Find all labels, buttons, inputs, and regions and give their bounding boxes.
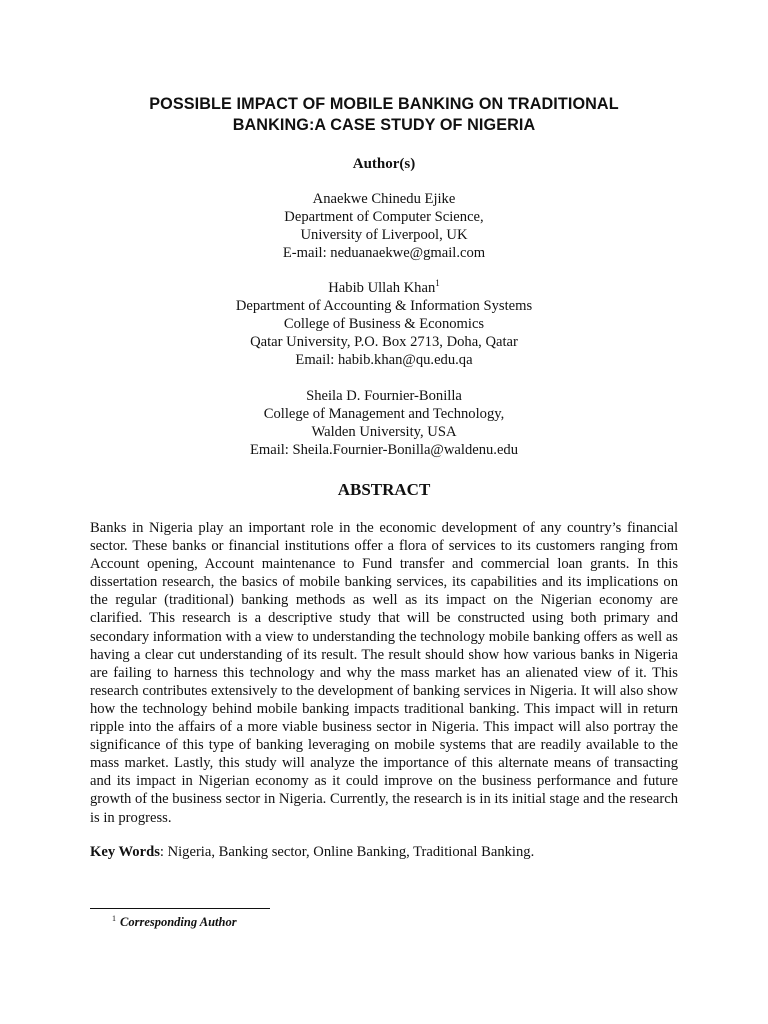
footnote-reference: 1	[435, 278, 440, 288]
title-line-1: POSSIBLE IMPACT OF MOBILE BANKING ON TRADITIONAL	[149, 95, 619, 113]
author-email: Email: habib.khan@qu.edu.qa	[295, 352, 473, 368]
authors-heading: Author(s)	[352, 156, 416, 172]
title-line-2: BANKING:A CASE STUDY OF NIGERIA	[232, 116, 536, 134]
keywords-line	[90, 843, 678, 861]
author-institution: Qatar University, P.O. Box 2713, Doha, Qatar	[250, 334, 518, 350]
author-institution: Walden University, USA	[311, 424, 457, 440]
author-email: Email: Sheila.Fournier-Bonilla@waldenu.edu	[249, 442, 519, 458]
author-institution: University of Liverpool, UK	[300, 227, 468, 243]
abstract-heading: ABSTRACT	[337, 480, 431, 499]
footnote	[112, 914, 237, 930]
author-department: Department of Computer Science,	[284, 209, 484, 225]
author-block-2	[0, 279, 768, 369]
keywords-text: : Nigeria, Banking sector, Online Banking, Traditional Banking.	[159, 844, 535, 860]
footnote-text: Corresponding Author	[120, 915, 237, 929]
author-department: Department of Accounting & Information Systems	[235, 298, 533, 314]
author-college: College of Business & Economics	[283, 316, 485, 332]
author-email: E-mail: neduanaekwe@gmail.com	[282, 245, 486, 261]
author-block-1	[0, 190, 768, 262]
author-block-3	[0, 387, 768, 459]
author-college: College of Management and Technology,	[263, 406, 505, 422]
author-name: Sheila D. Fournier-Bonilla	[306, 388, 462, 404]
author-name: Anaekwe Chinedu Ejike	[312, 191, 456, 207]
keywords-label: Key Words	[90, 844, 160, 860]
paper-title	[0, 94, 768, 136]
author-name-line	[0, 279, 768, 297]
footnote-divider	[90, 908, 270, 909]
abstract-body: Banks in Nigeria play an important role in the economic development of any country’s financial sector. These banks or financial institutions offer a flora of services to its customers ranging from Account opening, Account maintenance to Fund transfer and commercial loan grants. In this dissertation research, the basics of mobile banking services, its capabilities and its implications on the regular (traditional) banking methods as well as its impact on the Nigerian economy are clarified. This research is a descriptive study that will be constructed using both primary and secondary information with a view to understanding the technology mobile banking offers as well as having a clear cut understanding of its result. The result should show how various banks in Nigeria are failing to harness this technology and why the mass market has an alienated view of it. This research contributes extensively to the development of banking services in Nigeria. It will also show how the technology behind mobile banking impacts traditional banking. This impact will in return ripple into the affairs of a more viable business sector in Nigeria. This impact will also portray the significance of this type of banking leveraging on mobile systems that are readily available to the mass market. Lastly, this study will analyze the importance of this alternate means of transacting and its impact in Nigerian economy as it could improve on the business performance and future growth of the business sector in Nigeria. Currently, the research is in its initial stage and the research is in progress.	[90, 520, 678, 826]
footnote-marker: 1	[112, 914, 116, 923]
author-name: Habib Ullah Khan	[328, 280, 436, 296]
